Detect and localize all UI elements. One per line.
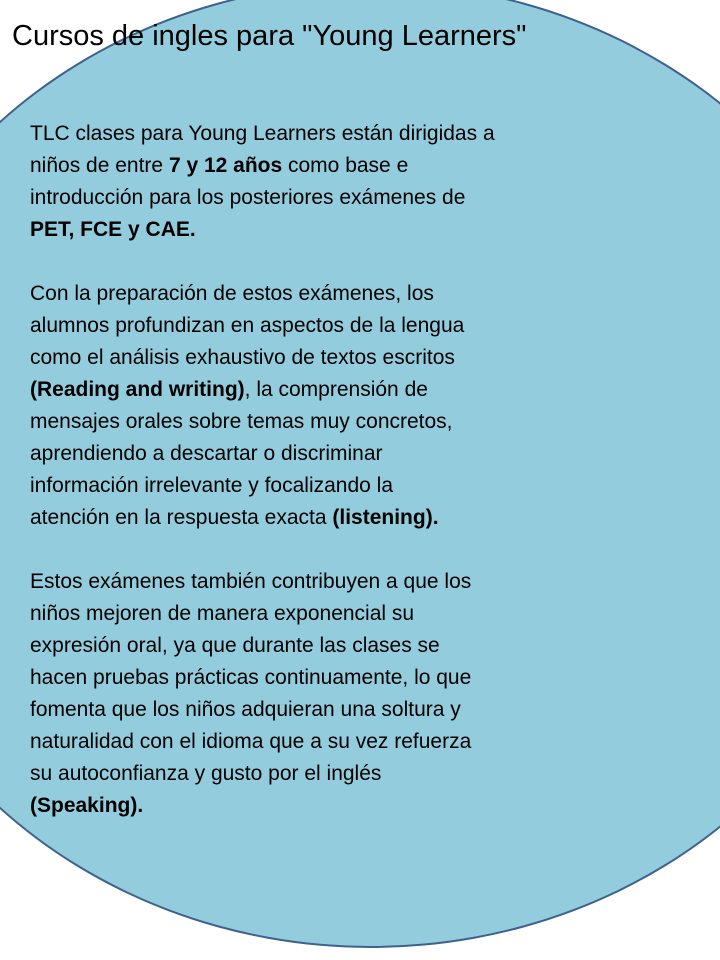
text-line: hacen pruebas prácticas continuamente, lo que: [30, 666, 472, 689]
paragraph-preparation: [30, 278, 560, 534]
text-line: niños mejoren de manera exponencial su: [30, 602, 415, 625]
text-line: [30, 502, 560, 534]
text-line: aprendiendo a descartar o discriminar: [30, 442, 383, 465]
text-line: [30, 790, 560, 822]
text-line: información irrelevante y focalizando la: [30, 474, 394, 497]
text-line: naturalidad con el idioma que a su vez refuerza: [30, 730, 472, 753]
paragraph-spacer: [30, 246, 560, 278]
text-line: TLC clases para Young Learners están dirigidas a: [30, 122, 495, 145]
text-line: [30, 150, 560, 182]
text-line: [30, 214, 560, 246]
exam-names: PET, FCE y CAE.: [30, 218, 196, 241]
text-segment: como base e: [282, 154, 409, 177]
paragraph-speaking: [30, 566, 560, 822]
text-segment: atención en la respuesta exacta: [30, 506, 333, 529]
text-segment: , la comprensión de: [244, 378, 428, 401]
speaking-label: (Speaking).: [30, 794, 144, 817]
page-title: Cursos de ingles para "Young Learners": [12, 20, 527, 52]
body-text: [30, 118, 560, 822]
text-line: fomenta que los niños adquieran una soltura y: [30, 698, 461, 721]
paragraph-intro: [30, 118, 560, 246]
text-line: como el análisis exhaustivo de textos escritos: [30, 346, 455, 369]
reading-writing-label: (Reading and writing): [30, 378, 245, 401]
text-line: introducción para los posteriores exámenes de: [30, 186, 466, 209]
text-line: Con la preparación de estos exámenes, los: [30, 282, 434, 305]
paragraph-spacer: [30, 534, 560, 566]
text-line: mensajes orales sobre temas muy concretos,: [30, 410, 453, 433]
age-range: 7 y 12 años: [168, 154, 283, 177]
text-line: su autoconfianza y gusto por el inglés: [30, 762, 382, 785]
listening-label: (listening).: [332, 506, 439, 529]
text-line: [30, 374, 560, 406]
text-segment: niños de entre: [30, 154, 169, 177]
text-line: expresión oral, ya que durante las clases se: [30, 634, 440, 657]
text-line: Estos exámenes también contribuyen a que los: [30, 570, 472, 593]
text-line: alumnos profundizan en aspectos de la lengua: [30, 314, 465, 337]
